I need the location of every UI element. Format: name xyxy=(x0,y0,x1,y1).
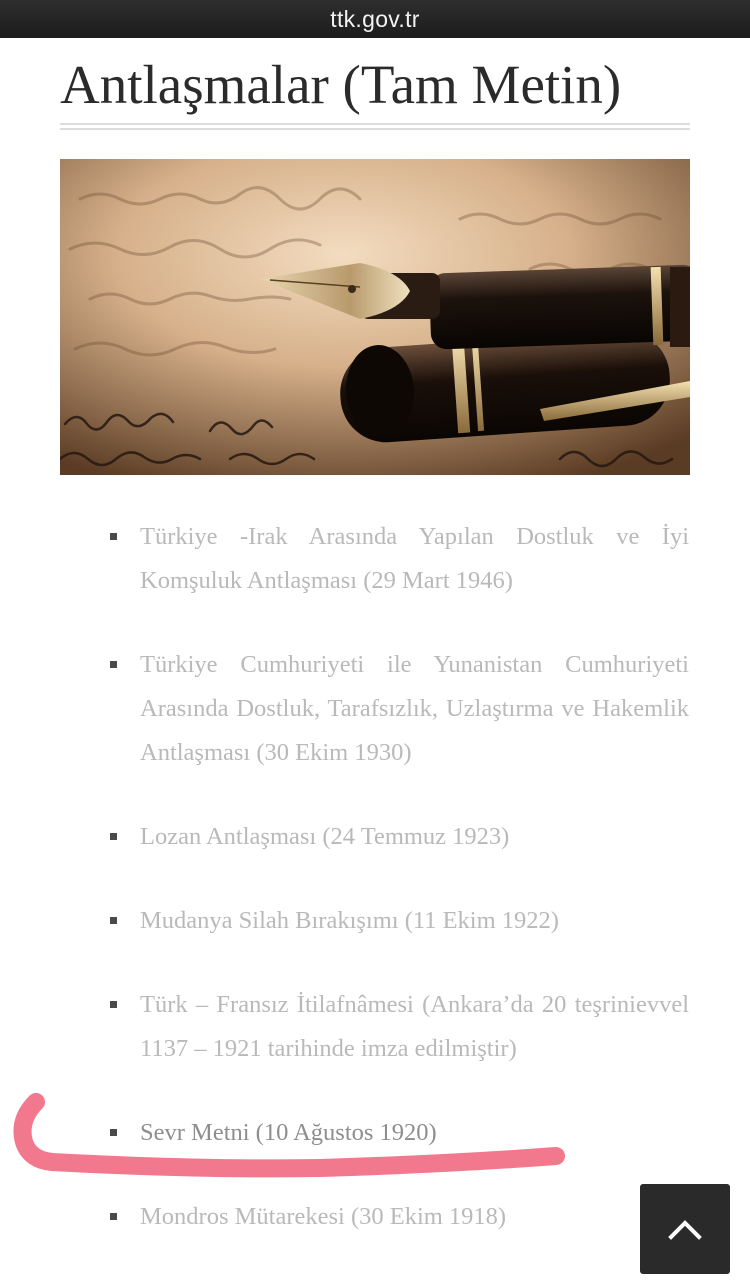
bullet-icon xyxy=(110,661,117,668)
list-item[interactable] xyxy=(140,983,689,1071)
title-divider-secondary xyxy=(60,128,690,130)
list-item[interactable] xyxy=(140,899,689,943)
url-text: ttk.gov.tr xyxy=(330,5,420,32)
browser-url-bar[interactable] xyxy=(0,0,750,38)
bullet-icon xyxy=(110,1001,117,1008)
list-item[interactable] xyxy=(140,1111,689,1155)
bullet-icon xyxy=(110,917,117,924)
bullet-icon xyxy=(110,833,117,840)
bullet-icon xyxy=(110,533,117,540)
treaty-link[interactable]: Lozan Antlaşması (24 Temmuz 1923) xyxy=(140,823,510,850)
list-item[interactable] xyxy=(140,1195,689,1239)
treaty-link[interactable]: Sevr Metni (10 Ağustos 1920) xyxy=(140,1119,437,1146)
treaty-link[interactable]: Mondros Mütarekesi (30 Ekim 1918) xyxy=(140,1203,507,1230)
list-item[interactable] xyxy=(140,643,689,775)
bullet-icon xyxy=(110,1213,117,1220)
bullet-icon xyxy=(110,1129,117,1136)
treaty-link[interactable]: Türk – Fransız İtilafnâmesi (Ankara’da 20 teşrinievvel 1137 – 1921 tarihinde imza edilmiştir) xyxy=(140,991,689,1062)
list-item[interactable] xyxy=(140,515,689,603)
chevron-up-icon xyxy=(668,1218,702,1240)
title-divider xyxy=(60,123,690,125)
list-item[interactable] xyxy=(140,815,689,859)
scroll-to-top-button[interactable] xyxy=(640,1184,730,1274)
hero-image xyxy=(60,159,690,475)
treaty-link[interactable]: Mudanya Silah Bırakışımı (11 Ekim 1922) xyxy=(140,907,559,934)
treaty-link[interactable]: Türkiye -Irak Arasında Yapılan Dostluk ve İyi Komşuluk Antlaşması (29 Mart 1946) xyxy=(140,523,689,594)
treaty-link[interactable]: Türkiye Cumhuriyeti ile Yunanistan Cumhuriyeti Arasında Dostluk, Tarafsızlık, Uzlaştırma ve Hakemlik Antlaşması (30 Ekim 1930) xyxy=(140,651,689,766)
page-title: Antlaşmalar (Tam Metin) xyxy=(60,54,622,115)
